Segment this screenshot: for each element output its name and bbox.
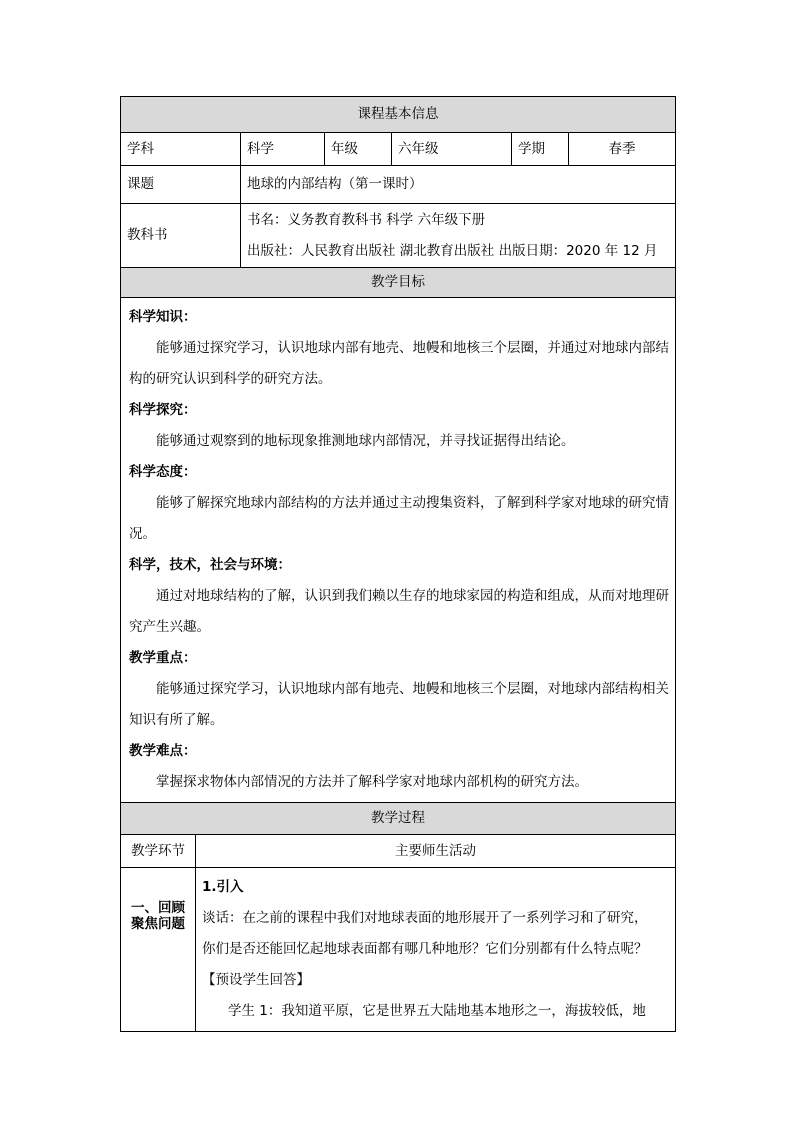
objective-heading: 科学，技术，社会与环境： xyxy=(129,557,291,573)
term-value: 春季 xyxy=(569,133,676,166)
objectives-row xyxy=(121,298,676,803)
process-stage-row xyxy=(121,868,676,1032)
objective-key-points xyxy=(129,643,669,736)
textbook-label: 教科书 xyxy=(121,204,241,268)
objective-heading: 教学难点： xyxy=(129,743,197,759)
subject-value: 科学 xyxy=(241,133,325,166)
subject-label: 学科 xyxy=(121,133,241,166)
objective-heading: 科学态度： xyxy=(129,464,197,480)
dialog-line: 谈话：在之前的课程中我们对地球表面的地形展开了一系列学习和了研究， xyxy=(202,910,648,926)
objective-text: 能够了解探究地球内部结构的方法并通过主动搜集资料，了解到科学家对地球的研究情况。 xyxy=(129,495,669,542)
objective-text: 能够通过探究学习，认识地球内部有地壳、地幔和地核三个层圈，并通过对地球内部结构的研究认识到科学的研究方法。 xyxy=(129,340,669,387)
objective-sts xyxy=(129,550,669,643)
term-label: 学期 xyxy=(512,133,569,166)
textbook-info xyxy=(241,204,676,268)
process-title: 教学过程 xyxy=(121,803,676,835)
objective-knowledge xyxy=(129,302,669,395)
basic-info-header-row xyxy=(121,97,676,133)
textbook-title: 书名：义务教育教科书 科学 六年级下册 xyxy=(247,211,486,228)
process-columns-row xyxy=(121,835,676,868)
topic-row xyxy=(121,166,676,204)
objective-text: 能够通过观察到的地标现象推测地球内部情况，并寻找证据得出结论。 xyxy=(156,433,575,449)
objectives-header-row xyxy=(121,268,676,298)
activity-column-header: 主要师生活动 xyxy=(196,835,676,868)
textbook-publisher: 出版社：人民教育出版社 湖北教育出版社 出版日期：2020 年 12 月 xyxy=(247,242,658,259)
stage-name: 一、回顾聚焦问题 xyxy=(121,868,196,1032)
activity-body xyxy=(196,868,676,1032)
process-header-row xyxy=(121,803,676,835)
preset-answer-label: 【预设学生回答】 xyxy=(202,972,310,988)
objective-text: 掌握探求物体内部情况的方法并了解科学家对地球内部机构的研究方法。 xyxy=(156,774,588,790)
objective-heading: 科学知识： xyxy=(129,309,197,325)
grade-label: 年级 xyxy=(325,133,392,166)
step-title: 1.引入 xyxy=(202,879,244,895)
textbook-row xyxy=(121,204,676,268)
dialog-line: 你们是否还能回忆起地球表面都有哪几种地形？它们分别都有什么特点呢？ xyxy=(202,941,648,957)
lesson-plan-table xyxy=(120,96,676,1032)
student-answer: 学生 1：我知道平原，它是世界五大陆地基本地形之一，海拔较低，地 xyxy=(228,1003,646,1019)
topic-label: 课题 xyxy=(121,166,241,204)
objective-difficulties xyxy=(129,736,669,798)
objective-attitude xyxy=(129,457,669,550)
stage-column-header: 教学环节 xyxy=(121,835,196,868)
objective-text: 能够通过探究学习，认识地球内部有地壳、地幔和地核三个层圈，对地球内部结构相关知识有所了解。 xyxy=(129,681,669,728)
objective-inquiry xyxy=(129,395,669,457)
subject-row xyxy=(121,133,676,166)
objectives-body xyxy=(121,298,676,803)
objective-heading: 教学重点： xyxy=(129,650,197,666)
objective-text: 通过对地球结构的了解，认识到我们赖以生存的地球家园的构造和组成，从而对地理研究产生兴趣。 xyxy=(129,588,669,635)
basic-info-title: 课程基本信息 xyxy=(121,97,676,133)
topic-value: 地球的内部结构（第一课时） xyxy=(241,166,676,204)
objective-heading: 科学探究： xyxy=(129,402,197,418)
objectives-title: 教学目标 xyxy=(121,268,676,298)
grade-value: 六年级 xyxy=(392,133,512,166)
